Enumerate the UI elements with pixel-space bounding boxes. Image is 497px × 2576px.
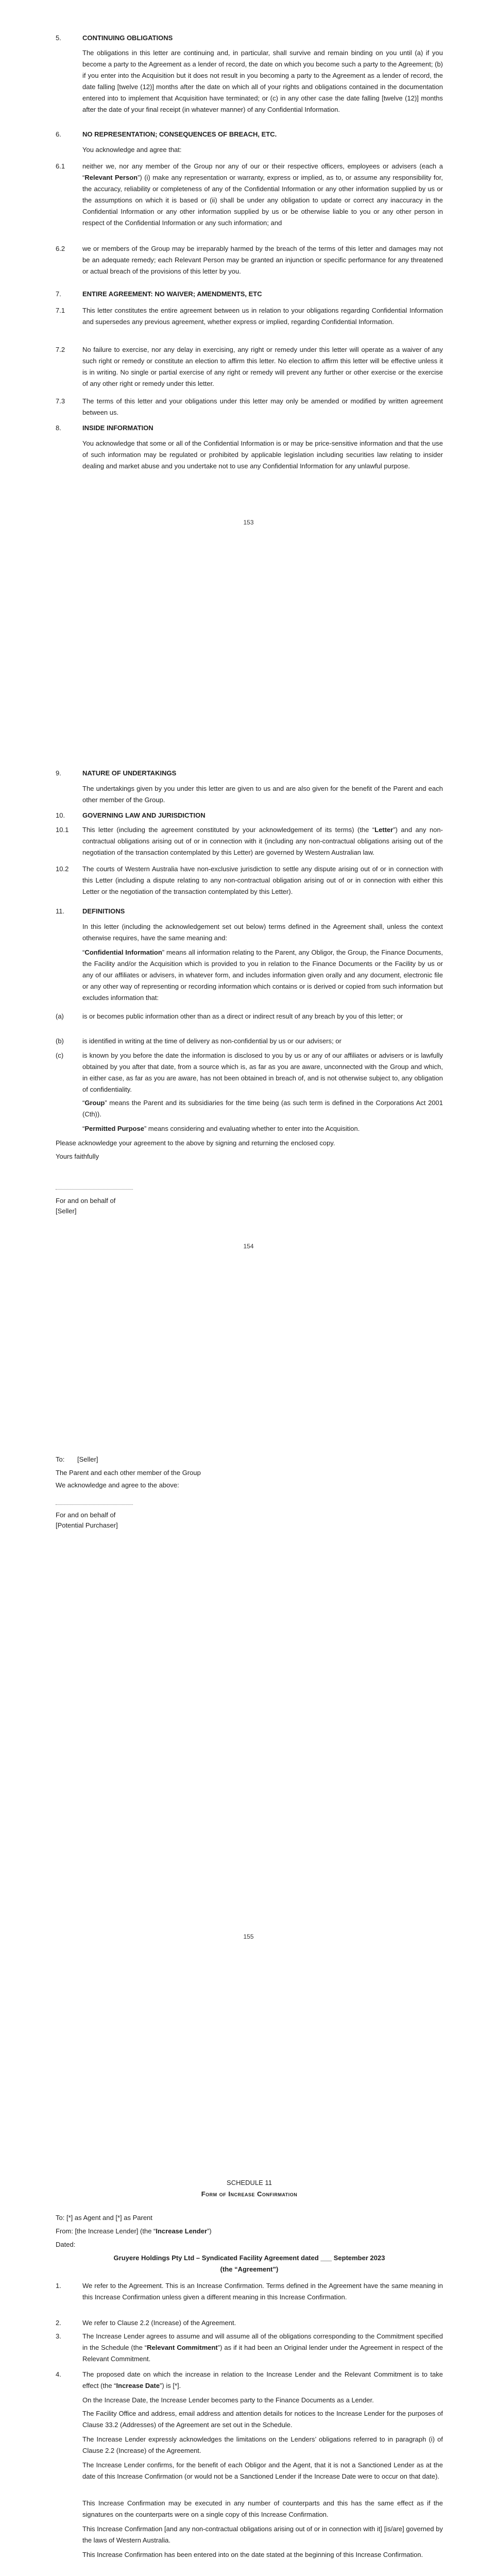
to-line: To: [*] as Agent and [*] as Parent xyxy=(56,2214,152,2222)
clause-7-1-number: 7.1 xyxy=(56,307,65,314)
page-number: 155 xyxy=(243,1933,254,1940)
paragraph-11-text: This Increase Confirmation has been entered into on the date stated at the beginning of this Increase Confirmation. xyxy=(82,2551,423,2558)
signature-caption: For and on behalf of xyxy=(56,1197,116,1205)
clause-6-2-number: 6.2 xyxy=(56,245,65,252)
section-8-heading: INSIDE INFORMATION xyxy=(82,424,153,432)
clause-6-1-text: neither we, nor any member of the Group nor any of our or their respective officers, employees or advisers (each a “Relevant Person”) (i) make any representation or warranty, express or implied, as to, or assume any responsibility for, the accuracy, reliability or completeness of any of the Confidential Information or any other information supplied by us or the assumptions on which it is based or (ii) shall be under any obligation to update or correct any inaccuracy in the Confidential Information or any other information supplied by us or be otherwise liable to you or any other person in respect of the Confidential Information or any such information; and xyxy=(82,162,443,227)
page-155 xyxy=(0,1391,497,2087)
signature-party: [Seller] xyxy=(56,1207,77,1215)
paragraph-2-text: We refer to Clause 2.2 (Increase) of the Agreement. xyxy=(82,2319,236,2327)
page-number: 154 xyxy=(243,1243,254,1250)
signature-caption: For and on behalf of xyxy=(56,1511,116,1519)
item-a-label: (a) xyxy=(56,1012,64,1020)
section-7-number: 7. xyxy=(56,290,61,298)
paragraph-7-text: The Increase Lender expressly acknowledges the limitations on the Lenders’ obligations referred to in paragraph (i) of Clause 2.2 (Increase) of the Agreement. xyxy=(82,2435,443,2454)
page-154 xyxy=(0,696,497,1391)
to-label: To: xyxy=(56,1455,65,1463)
page-156 xyxy=(0,2087,497,2576)
agreement-subtitle: (the “Agreement”) xyxy=(220,2265,279,2273)
paragraph-8-text: The Increase Lender confirms, for the benefit of each Obligor and the Agent, that it is not a Sanctioned Lender as at the date of this Increase Confirmation (or would not be a Sanctioned Lender if the Increase Date were to occur on that date). xyxy=(82,2461,443,2480)
recipient-group: The Parent and each other member of the Group xyxy=(56,1469,201,1477)
item-b-text: is identified in writing at the time of delivery as non-confidential by us or our advisers; or xyxy=(82,1037,341,1045)
signature-party: [Potential Purchaser] xyxy=(56,1521,118,1529)
paragraph-6-text: The Facility Office and address, email address and attention details for notices to the Increase Lender for the purposes of Clause 33.2 (Addresses) of the Agreement are set out in the Schedule. xyxy=(82,2410,443,2429)
acknowledgement-request: Please acknowledge your agreement to the above by signing and returning the enclosed copy. xyxy=(56,1139,335,1147)
section-9-heading: NATURE OF UNDERTAKINGS xyxy=(82,769,177,777)
page-153 xyxy=(0,0,497,696)
section-5-number: 5. xyxy=(56,34,61,42)
paragraph-10-text: This Increase Confirmation [and any non-contractual obligations arising out of or in connection with it] [is/are] governed by the laws of Western Australia. xyxy=(82,2525,443,2544)
item-b-label: (b) xyxy=(56,1037,64,1045)
clause-10-1-text: This letter (including the agreement constituted by your acknowledgement of its terms) (the “Letter”) and any non-contractual obligations arising out of or in connection with it (including any non-contractual obligations arising out of the negotiation of the transaction contemplated by this Letter) are governed by Western Australian law. xyxy=(82,826,443,856)
clause-7-3-number: 7.3 xyxy=(56,397,65,405)
definition-permitted-purpose: “Permitted Purpose” means considering and evaluating whether to enter into the Acquisition. xyxy=(82,1125,360,1132)
paragraph-3-number: 3. xyxy=(56,2332,61,2340)
section-11-number: 11. xyxy=(56,907,65,915)
paragraph-5-text: On the Increase Date, the Increase Lender becomes party to the Finance Documents as a Lender. xyxy=(82,2396,374,2404)
section-6-intro: You acknowledge and agree that: xyxy=(82,146,182,154)
page-number: 153 xyxy=(243,519,254,526)
section-5-text: The obligations in this letter are continuing and, in particular, shall survive and remain binding on you until (a) if you become a party to the Agreement as a lender of record, the date on which you become such a party to the Agreement; (b) if you enter into the Acquisition but it does not result in you becoming a party to the Agreement as a lender of record, the date falling [twelve (12)] months after the date on which all of your rights and obligations contained in the documentation entered into to implement that Acquisition have terminated; or (c) in any other case the date falling [twelve (12)] months after the date of your final receipt (in whatever manner) of any Confidential Information. xyxy=(82,49,443,113)
to-value: [Seller] xyxy=(77,1455,98,1463)
signature-line xyxy=(56,1504,133,1505)
paragraph-4-number: 4. xyxy=(56,2370,61,2378)
paragraph-9-text: This Increase Confirmation may be executed in any number of counterparts and this has the same effect as if the signatures on the counterparts were on a single copy of this Increase Confirmation. xyxy=(82,2499,443,2518)
from-line: From: [the Increase Lender] (the “Increase Lender”) xyxy=(56,2227,212,2235)
paragraph-2-number: 2. xyxy=(56,2319,61,2327)
definition-group: “Group” means the Parent and its subsidiaries for the time being (as such term is defined in the Corporations Act 2001 (Cth)). xyxy=(82,1099,443,1118)
section-11-intro: In this letter (including the acknowledgement set out below) terms defined in the Agreement shall, unless the context otherwise requires, have the same meaning and: xyxy=(82,923,443,942)
clause-6-2-text: we or members of the Group may be irreparably harmed by the breach of the terms of this letter and damages may not be an adequate remedy; each Relevant Person may be granted an injunction or specific performance for any threatened or actual breach of the provisions of this letter by you. xyxy=(82,245,443,275)
schedule-heading: SCHEDULE 11 xyxy=(227,2179,272,2187)
section-6-heading: NO REPRESENTATION; CONSEQUENCES OF BREACH, ETC. xyxy=(82,130,277,138)
clause-10-2-number: 10.2 xyxy=(56,865,69,873)
item-c-label: (c) xyxy=(56,1052,64,1059)
section-6-number: 6. xyxy=(56,130,61,138)
clause-7-1-text: This letter constitutes the entire agreement between us in relation to your obligations regarding Confidential Information and supersedes any previous agreement, whether express or implied, regarding Confidential Information. xyxy=(82,307,443,326)
dated-line: Dated: xyxy=(56,2241,76,2248)
signature-line xyxy=(56,1189,133,1190)
paragraph-1-number: 1. xyxy=(56,2282,61,2290)
paragraph-1-text: We refer to the Agreement. This is an Increase Confirmation. Terms defined in the Agreement have the same meaning in this Increase Confirmation unless given a different meaning in this Increase Confirmation. xyxy=(82,2282,443,2301)
clause-10-1-number: 10.1 xyxy=(56,826,69,834)
item-a-text: is or becomes public information other than as a direct or indirect result of any breach by you of this letter; or xyxy=(82,1012,403,1020)
clause-6-1-number: 6.1 xyxy=(56,162,65,170)
form-title: Form of Increase Confirmation xyxy=(201,2190,298,2198)
section-5-heading: CONTINUING OBLIGATIONS xyxy=(82,34,173,42)
clause-7-2-text: No failure to exercise, nor any delay in exercising, any right or remedy under this letter will operate as a waiver of any such right or remedy or constitute an election to affirm this letter. No election to affirm this letter will be effective unless it is in writing. No single or partial exercise of any right or remedy will prevent any further or other exercise or the exercise of any other right or remedy under this letter. xyxy=(82,346,443,387)
paragraph-4-text: The proposed date on which the increase in relation to the Increase Lender and the Relevant Commitment is to take effect (the “Increase Date”) is [*]. xyxy=(82,2370,443,2389)
section-10-heading: GOVERNING LAW AND JURISDICTION xyxy=(82,811,205,819)
paragraph-3-text: The Increase Lender agrees to assume and will assume all of the obligations corresponding to the Commitment specified in the Schedule (the “Relevant Commitment”) as if it had been an Original lender under the Agreement in respect of the Relevant Commitment. xyxy=(82,2332,443,2363)
section-9-number: 9. xyxy=(56,769,61,777)
section-11-heading: DEFINITIONS xyxy=(82,907,125,915)
section-8-text: You acknowledge that some or all of the Confidential Information is or may be price-sensitive information and that the use of such information may be regulated or prohibited by applicable legislation including securities law relating to insider dealing and market abuse and you undertake not to use any Confidential Information for any unlawful purpose. xyxy=(82,439,443,470)
section-9-text: The undertakings given by you under this letter are given to us and are also given for the benefit of the Parent and each other member of the Group. xyxy=(82,785,443,804)
clause-7-3-text: The terms of this letter and your obligations under this letter may only be amended or modified by written agreement between us. xyxy=(82,397,443,416)
section-7-heading: ENTIRE AGREEMENT: NO WAIVER; AMENDMENTS, ETC xyxy=(82,290,262,298)
section-8-number: 8. xyxy=(56,424,61,432)
acknowledgement-statement: We acknowledge and agree to the above: xyxy=(56,1481,179,1489)
agreement-title: Gruyere Holdings Pty Ltd – Syndicated Facility Agreement dated ___ September 2023 xyxy=(113,2254,385,2262)
section-10-number: 10. xyxy=(56,811,65,819)
item-c-text: is known by you before the date the information is disclosed to you by us or any of our affiliates or advisers or is lawfully obtained by you after that date, from a source which is, as far as you are aware, unconnected with the Group and which, in either case, as far as you are aware, has not been obtained in breach of, and is not otherwise subject to, any obligation of confidentiality. xyxy=(82,1052,443,1093)
closing-salutation: Yours faithfully xyxy=(56,1153,99,1160)
clause-7-2-number: 7.2 xyxy=(56,346,65,353)
clause-10-2-text: The courts of Western Australia have non-exclusive jurisdiction to settle any dispute arising out of or in connection with this Letter (including a dispute relating to any non-contractual obligation arising out of or in connection with either this Letter or the negotiation of the transaction contemplated by this Letter). xyxy=(82,865,443,895)
definition-confidential-information: “Confidential Information” means all information relating to the Parent, any Obligor, the Group, the Finance Documents, the Facility and/or the Acquisition which is provided to you in relation to the Finance Documents or the Facility by us or any of our affiliates or advisers, in whatever form, and includes information given orally and any document, electronic file or any other way of representing or recording information which contains or is derived or copied from such information but excludes information that: xyxy=(82,948,443,1002)
